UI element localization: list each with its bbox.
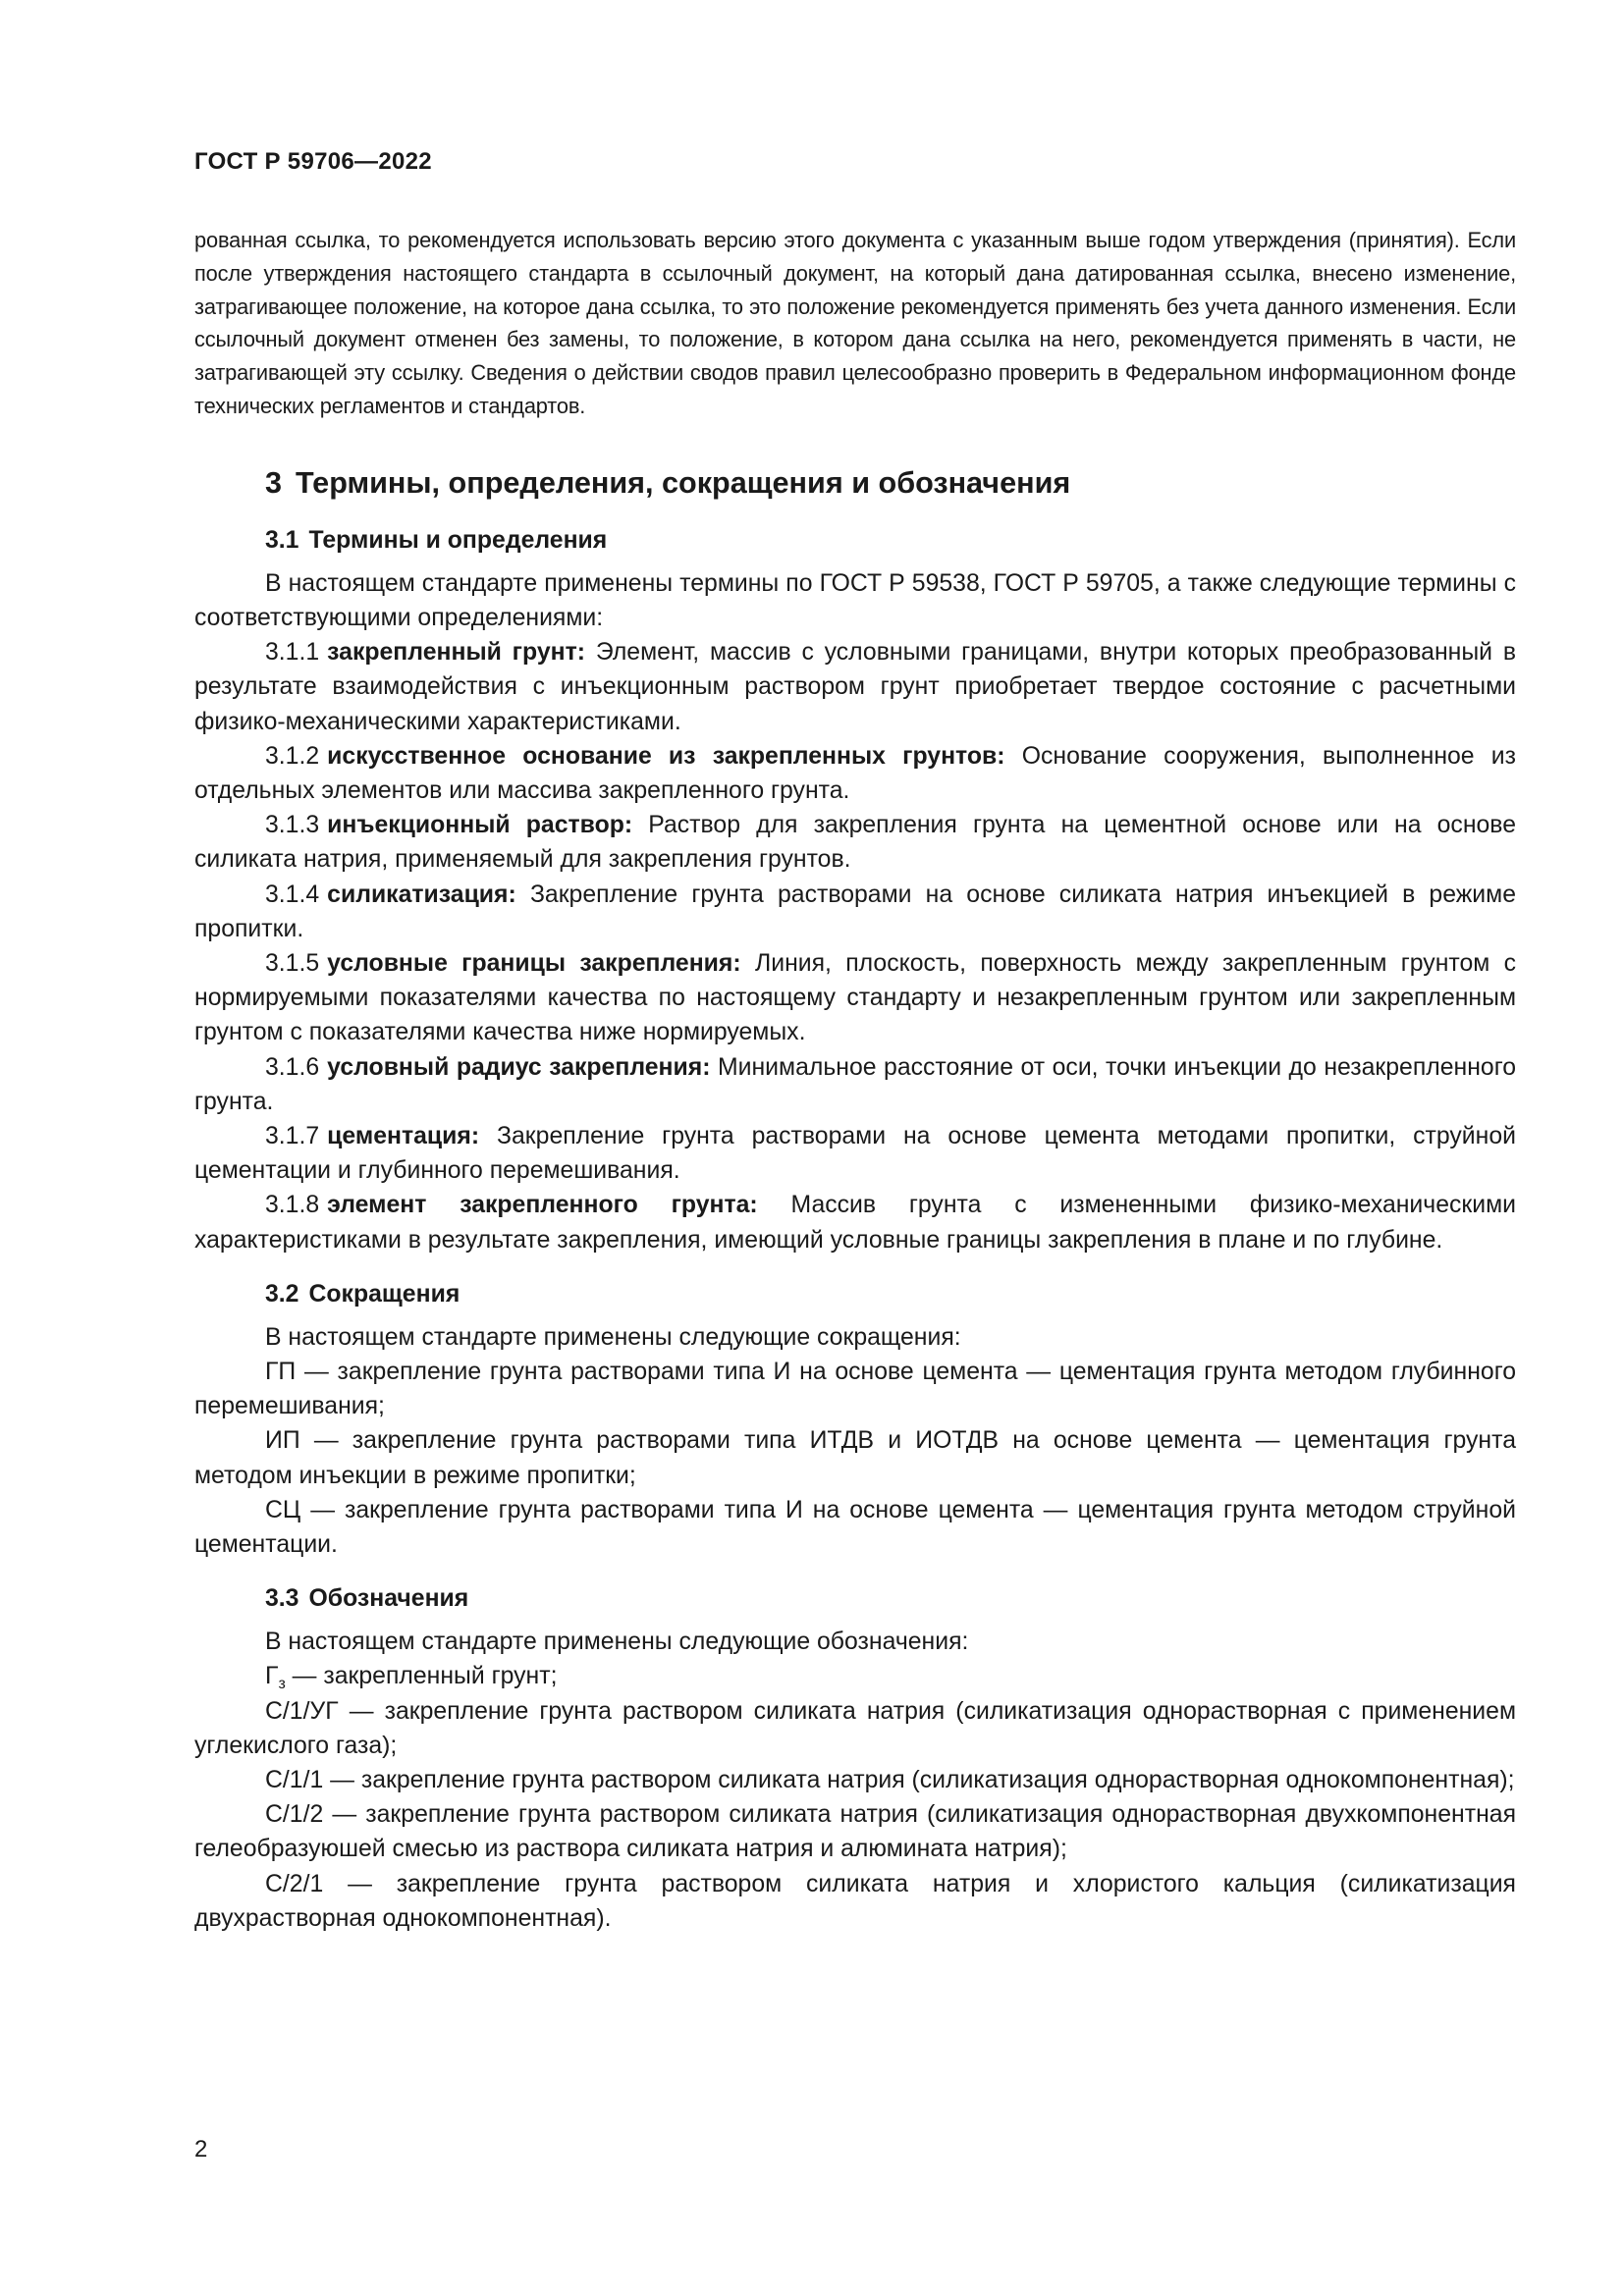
designations-intro: В настоящем стандарте применены следующие обозначения:	[265, 1629, 969, 1656]
term-3-1-1: 3.1.1 закрепленный грунт: Элемент, массив с условными границами, внутри которых преобразованный в результате взаимодействия с инъекционным раствором грунт приобретает твердое состояние с расчетными физико-механическими характеристиками.	[194, 639, 1516, 735]
term-3-1-8: 3.1.8 элемент закрепленного грунта: Массив грунта с измененными физико-механическими характеристиками в результате закрепления, имеющий условные границы закрепления в плане и по глубине.	[194, 1192, 1516, 1254]
subsection-3-3-heading: 3.3 Обозначения	[265, 1585, 469, 1613]
abbreviation-item: ГП — закрепление грунта растворами типа И на основе цемента — цементация грунта методом глубинного перемешивания;	[194, 1359, 1516, 1420]
term-3-1-3: 3.1.3 инъекционный раствор: Раствор для закрепления грунта на цементной основе или на основе силиката натрия, применяемый для закрепления грунтов.	[194, 812, 1516, 874]
term-3-1-4: 3.1.4 силикатизация: Закрепление грунта растворами на основе силиката натрия инъекцией в режиме пропитки.	[194, 881, 1516, 942]
term-3-1-2: 3.1.2 искусственное основание из закрепленных грунтов: Основание сооружения, выполненное из отдельных элементов или массива закрепленного грунта.	[194, 742, 1517, 804]
term-3-1-7: 3.1.7 цементация: Закрепление грунта растворами на основе цемента методами пропитки, струйной цементации и глубинного перемешивания.	[194, 1123, 1516, 1185]
designation-g3: $Г_з$ — закрепленный грунт;	[265, 1663, 558, 1693]
term-3-1-5: 3.1.5 условные границы закрепления: Линия, плоскость, поверхность между закрепленным грунтом с нормируемыми показателями качества по настоящему стандарту и незакрепленным грунтом или закрепленным грунтом с показателями качества ниже нормируемых.	[194, 950, 1516, 1046]
page-content	[194, 224, 1516, 1936]
abbreviation-item: СЦ — закрепление грунта растворами типа И на основе цемента — цементация грунта методом струйной цементации.	[194, 1496, 1516, 1559]
intro-paragraph: рованная ссылка, то рекомендуется использовать версию этого документа с указанным выше годом утверждения (принятия). Если после утверждения настоящего стандарта в ссылочный документ, на который дана датированная ссылка, внесено изменение, затрагивающее положение, на которое дана ссылка, то это положение рекомендуется применять без учета данного изменения. Если ссылочный документ отменен без замены, то положение, в котором дана ссылка на него, рекомендуется применять в части, не затрагивающей эту ссылку. Сведения о действии сводов правил целесообразно проверить в Федеральном информационном фонде технических регламентов и стандартов.	[194, 228, 1516, 418]
section-3-heading	[194, 466, 1516, 501]
term-3-1-6: 3.1.6 условный радиус закрепления: Минимальное расстояние от оси, точки инъекции до незакрепленного грунта.	[194, 1053, 1516, 1115]
subsection-3-2-heading: 3.2 Сокращения	[265, 1280, 460, 1308]
section-title: Термины, определения, сокращения и обозначения	[296, 465, 1071, 500]
designation-item: С/1/2 — закрепление грунта раствором силиката натрия (силикатизация однорастворная двухкомпонентная гелеобразуюшей смесью из раствора силиката натрия и алюмината натрия);	[194, 1801, 1516, 1863]
terms-intro: В настоящем стандарте применены термины по ГОСТ Р 59538, ГОСТ Р 59705, а также следующие термины с соответствующими определениями:	[194, 569, 1516, 631]
section-number: 3	[265, 465, 283, 500]
document-header: ГОСТ Р 59706—2022	[194, 148, 432, 175]
designation-item: С/2/1 — закрепление грунта раствором силиката натрия и хлористого кальция (силикатизация двухрастворная однокомпонентная).	[194, 1870, 1516, 1932]
abbreviation-item: ИП — закрепление грунта растворами типа ИТДВ и ИОТДВ на основе цемента — цементация грунта методом инъекции в режиме пропитки;	[194, 1427, 1516, 1489]
subsection-3-1-heading: 3.1 Термины и определения	[265, 526, 608, 554]
designation-item: С/1/УГ — закрепление грунта раствором силиката натрия (силикатизация однорастворная с применением углекислого газа);	[194, 1697, 1516, 1759]
designation-item: С/1/1 — закрепление грунта раствором силиката натрия (силикатизация однорастворная однокомпонентная);	[265, 1767, 1515, 1794]
abbreviations-intro: В настоящем стандарте применены следующие сокращения:	[265, 1323, 961, 1351]
page-number: 2	[194, 2136, 208, 2163]
